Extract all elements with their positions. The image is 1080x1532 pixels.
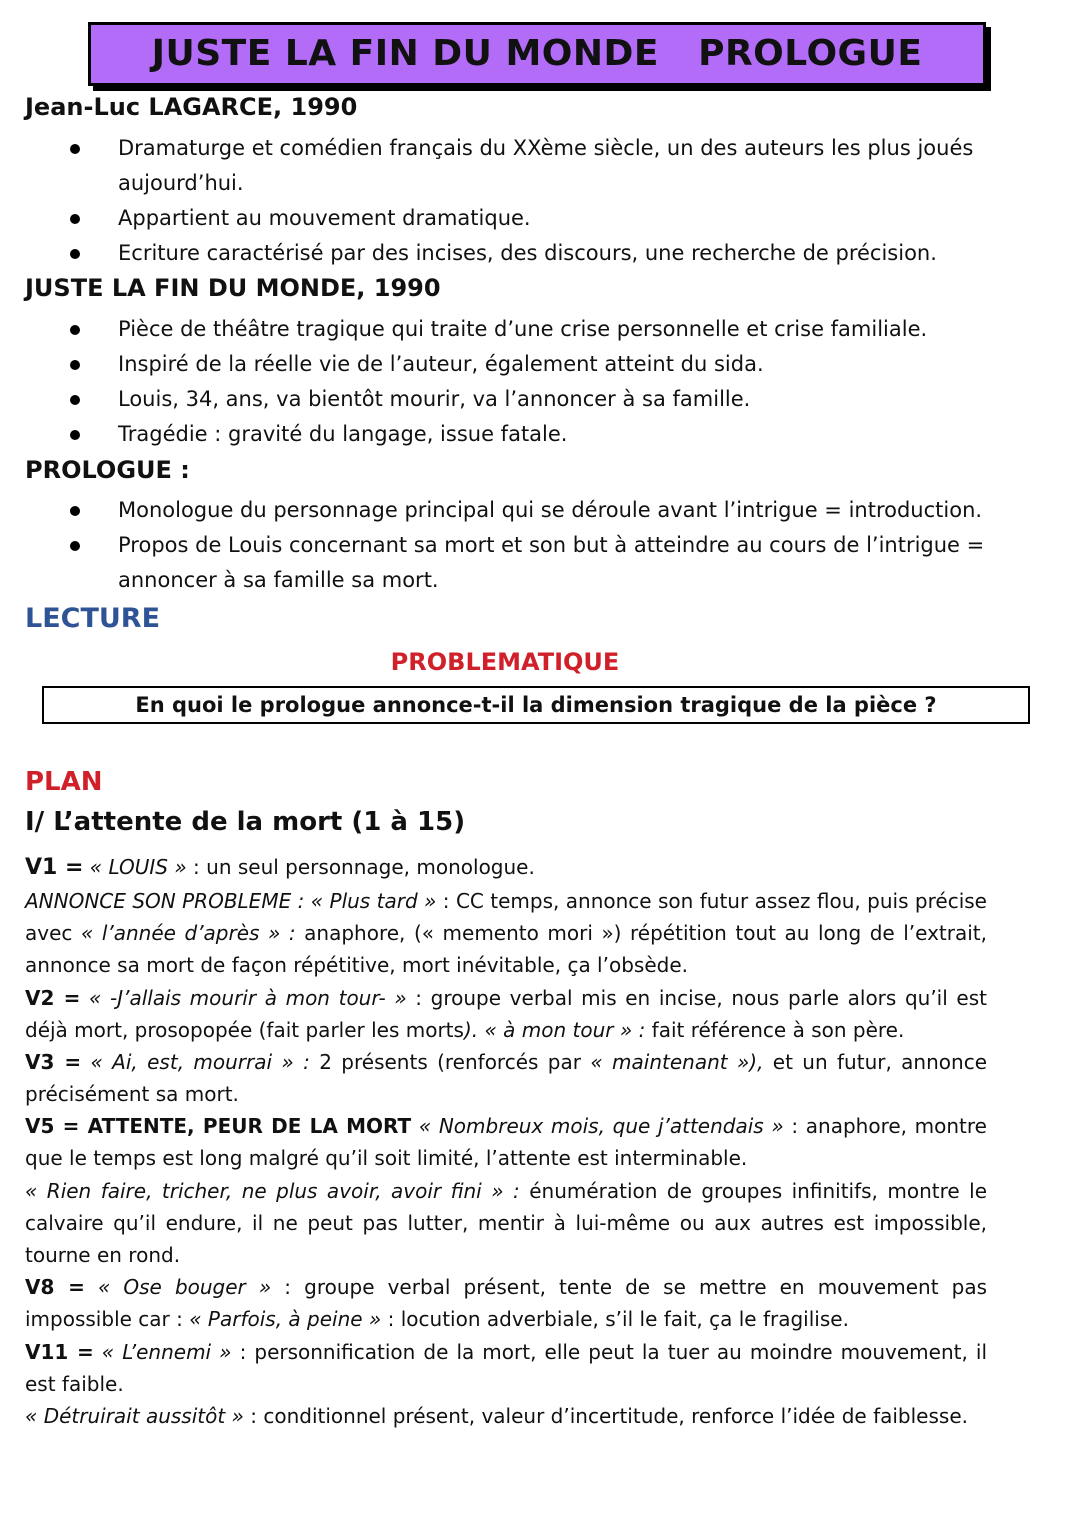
analysis-v1-annonce xyxy=(25,885,987,981)
quote: « Ose bouger » xyxy=(97,1275,272,1299)
section-heading-work: JUSTE LA FIN DU MONDE, 1990 xyxy=(25,274,441,302)
part-title: I/ L’attente de la mort (1 à 15) xyxy=(25,807,466,837)
lecture-heading: LECTURE xyxy=(25,603,161,634)
verse-label: V1 = xyxy=(25,855,84,880)
quote: « Ai, est, mourrai » : xyxy=(90,1050,310,1074)
plan-heading: PLAN xyxy=(25,767,103,797)
comment: 2 présents (renforcés par xyxy=(309,1050,591,1074)
comment: et un futur, annonce précisément sa mort. xyxy=(25,1050,988,1106)
list-item: Ecriture caractérisé par des incises, des discours, une recherche de précision. xyxy=(25,236,1025,271)
comment: : groupe verbal mis en incise, nous parle alors qu’il est déjà mort, prosopopée (fait parler les morts xyxy=(25,986,987,1042)
problematique-question-box xyxy=(42,686,1030,724)
comment: : groupe verbal présent, tente de se mettre en mouvement pas impossible car : xyxy=(25,1275,987,1331)
verse-label: V11 = xyxy=(25,1340,94,1364)
quote: ). « à mon tour » : xyxy=(463,1018,646,1042)
analysis-v3 xyxy=(25,1046,987,1110)
quote: « Rien faire, tricher, ne plus avoir, avoir fini » : xyxy=(25,1179,520,1203)
comment: : CC temps, annonce son futur assez flou, puis précise avec xyxy=(25,889,987,945)
list-item: Propos de Louis concernant sa mort et son but à atteindre au cours de l’intrigue = annoncer à sa famille sa mort. xyxy=(25,528,1025,598)
quote: « -J’allais mourir à mon tour- » xyxy=(89,986,407,1010)
verse-label: V3 = xyxy=(25,1050,82,1074)
work-bullets xyxy=(25,312,1025,452)
comment: fait référence à son père. xyxy=(645,1018,905,1042)
analysis-v2 xyxy=(25,982,987,1046)
problematique-question: En quoi le prologue annonce-t-il la dimension tragique de la pièce ? xyxy=(135,693,937,717)
list-item: Tragédie : gravité du langage, issue fatale. xyxy=(25,417,1025,452)
comment: énumération de groupes infinitifs, montre le calvaire qu’il endure, il ne peut pas lutter, mentir à lui-même ou aux autres est impossible, tourne en rond. xyxy=(25,1179,988,1267)
comment: anaphore, (« memento mori ») répétition tout au long de l’extrait, annonce sa mort de façon répétitive, mort inévitable, ça l’obsède. xyxy=(25,921,988,977)
author-bullets xyxy=(25,131,1025,271)
list-item: Inspiré de la réelle vie de l’auteur, également atteint du sida. xyxy=(25,347,1025,382)
analysis-v5-enumeration xyxy=(25,1175,987,1271)
quote: « L’ennemi » xyxy=(101,1340,232,1364)
verse-label: V2 = xyxy=(25,986,81,1010)
comment: : anaphore, montre que le temps est long malgré qu’il soit limité, l’attente est interminable. xyxy=(25,1114,987,1170)
analysis-v1 xyxy=(25,851,987,884)
problematique-label: PROBLEMATIQUE xyxy=(390,648,620,676)
quote: « Parfois, à peine » xyxy=(189,1307,382,1331)
comment: : locution adverbiale, s’il le fait, ça le fragilise. xyxy=(381,1307,849,1331)
analysis-v11 xyxy=(25,1336,987,1400)
quote: ANNONCE SON PROBLEME : « Plus tard » xyxy=(25,889,437,913)
comment: : un seul personnage, monologue. xyxy=(186,855,535,879)
title-banner xyxy=(88,22,986,86)
analysis-v5 xyxy=(25,1110,987,1174)
quote: « Nombreux mois, que j’attendais » xyxy=(411,1114,784,1138)
verse-label: V5 = ATTENTE, PEUR DE LA MORT xyxy=(25,1114,412,1138)
quote: « LOUIS » xyxy=(89,855,187,879)
list-item: Dramaturge et comédien français du XXème siècle, un des auteurs les plus joués aujourd’hui. xyxy=(25,131,1025,201)
list-item: Louis, 34, ans, va bientôt mourir, va l’annoncer à sa famille. xyxy=(25,382,1025,417)
document-title: JUSTE LA FIN DU MONDE PROLOGUE xyxy=(151,33,923,74)
quote: « Détruirait aussitôt » xyxy=(25,1404,244,1428)
prologue-bullets xyxy=(25,493,1025,598)
list-item: Appartient au mouvement dramatique. xyxy=(25,201,1025,236)
analysis-v8 xyxy=(25,1271,987,1335)
list-item: Pièce de théâtre tragique qui traite d’une crise personnelle et crise familiale. xyxy=(25,312,1025,347)
section-heading-author: Jean-Luc LAGARCE, 1990 xyxy=(25,93,358,121)
section-heading-prologue: PROLOGUE : xyxy=(25,456,190,484)
comment: : personnification de la mort, elle peut la tuer au moindre mouvement, il est faible. xyxy=(25,1340,988,1396)
verse-label: V8 = xyxy=(25,1275,85,1299)
list-item: Monologue du personnage principal qui se déroule avant l’intrigue = introduction. xyxy=(25,493,1025,528)
quote: « maintenant »), xyxy=(590,1050,764,1074)
comment: : conditionnel présent, valeur d’incertitude, renforce l’idée de faiblesse. xyxy=(243,1404,968,1428)
quote: « l’année d’après » : xyxy=(80,921,296,945)
analysis-v11-conditionnel xyxy=(25,1400,987,1432)
